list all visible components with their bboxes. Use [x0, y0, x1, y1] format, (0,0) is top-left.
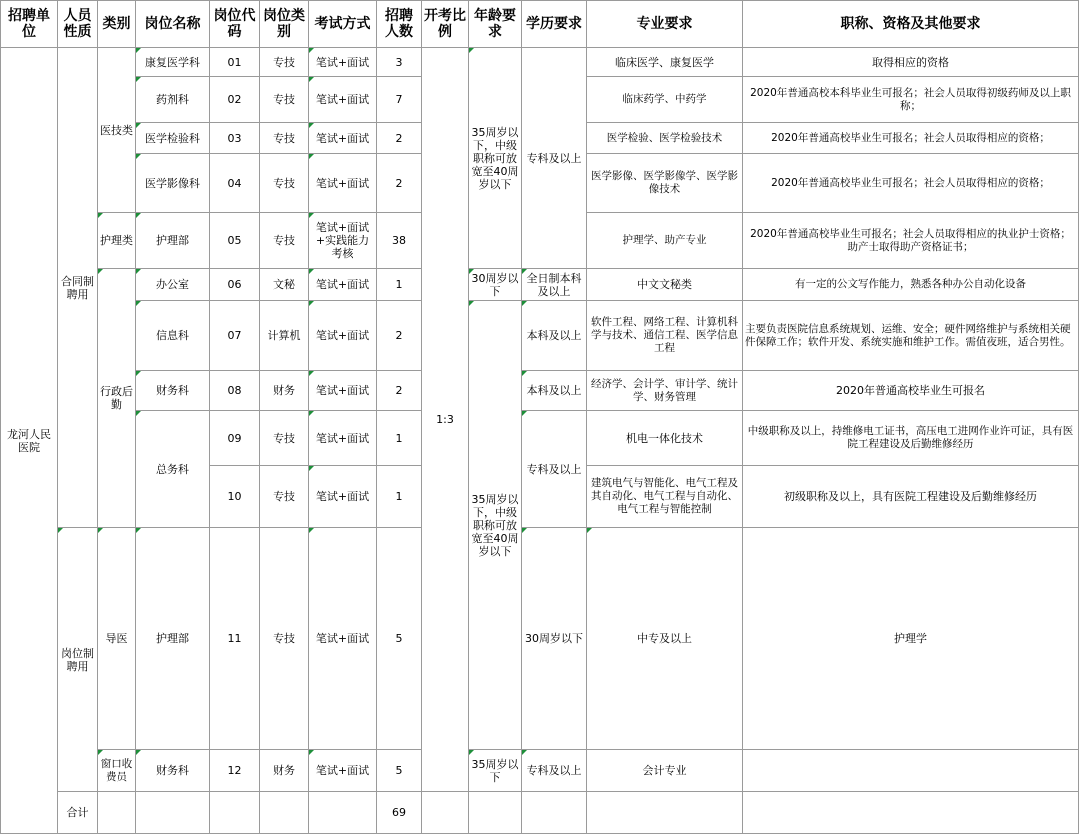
major-cell: 医学影像、医学影像学、医学影像技术: [587, 154, 743, 213]
header-ratio: 开考比例: [422, 1, 469, 48]
count-cell: 7: [377, 77, 422, 123]
edu-cell: 专科及以上: [522, 48, 587, 269]
total-count: 69: [377, 792, 422, 834]
count-cell: 2: [377, 371, 422, 411]
post-type-cell: 专技: [260, 528, 309, 750]
post-name-cell: 药剂科: [136, 77, 210, 123]
age-cell: 35周岁以下，中级职称可放宽至40周岁以下: [469, 48, 522, 269]
header-category: 类别: [98, 1, 136, 48]
count-cell: 2: [377, 123, 422, 154]
major-cell: 临床药学、中药学: [587, 77, 743, 123]
qual-cell: 2020年普通高校毕业生可报名；社会人员取得相应的资格；: [743, 123, 1079, 154]
ratio-cell: 1:3: [422, 48, 469, 792]
post-type-cell: 专技: [260, 466, 309, 528]
header-age: 年龄要求: [469, 1, 522, 48]
category-guide-cell: 导医: [98, 528, 136, 750]
empty-cell: [422, 792, 469, 834]
exam-cell: 笔试+面试: [309, 411, 377, 466]
count-cell: 1: [377, 411, 422, 466]
table-row: [1, 301, 1079, 371]
header-major: 专业要求: [587, 1, 743, 48]
header-qual: 职称、资格及其他要求: [743, 1, 1079, 48]
edu-cell: 专科及以上: [522, 411, 587, 528]
post-code-cell: 11: [210, 528, 260, 750]
header-post-code: 岗位代码: [210, 1, 260, 48]
count-cell: 1: [377, 466, 422, 528]
post-name-cell: 医学检验科: [136, 123, 210, 154]
post-name-cell: 护理部: [136, 528, 210, 750]
post-code-cell: 10: [210, 466, 260, 528]
total-row: [1, 792, 1079, 834]
edu-cell: 本科及以上: [522, 301, 587, 371]
empty-cell: [136, 792, 210, 834]
header-edu: 学历要求: [522, 1, 587, 48]
post-name-cell: 办公室: [136, 269, 210, 301]
header-unit: 招聘单位: [1, 1, 58, 48]
post-name-cell: 康复医学科: [136, 48, 210, 77]
post-code-cell: 05: [210, 213, 260, 269]
post-name-cell: 医学影像科: [136, 154, 210, 213]
post-type-cell: 专技: [260, 213, 309, 269]
qual-cell: 2020年普通高校毕业生可报名: [743, 371, 1079, 411]
edu-cell: 本科及以上: [522, 371, 587, 411]
post-name-cell: 信息科: [136, 301, 210, 371]
post-name-cell: 财务科: [136, 750, 210, 792]
post-code-cell: 06: [210, 269, 260, 301]
exam-cell: 笔试+面试: [309, 48, 377, 77]
post-code-cell: 09: [210, 411, 260, 466]
empty-cell: [522, 792, 587, 834]
exam-cell: 笔试+面试+实践能力考核: [309, 213, 377, 269]
qual-cell: 主要负责医院信息系统规划、运维、安全；硬件网络维护与系统相关硬件保障工作；软件开发、系统实施和维护工作。需值夜班，适合男性。: [743, 301, 1079, 371]
empty-cell: [309, 792, 377, 834]
empty-cell: [587, 792, 743, 834]
exam-cell: 笔试+面试: [309, 77, 377, 123]
post-code-cell: 01: [210, 48, 260, 77]
qual-cell: 有一定的公文写作能力，熟悉各种办公自动化设备: [743, 269, 1079, 301]
category-window-cell: 窗口收费员: [98, 750, 136, 792]
exam-cell: 笔试+面试: [309, 269, 377, 301]
unit-cell: 龙河人民医院: [1, 48, 58, 834]
age-cell: 35周岁以下，中级职称可放宽至40周岁以下: [469, 301, 522, 750]
post-code-cell: 12: [210, 750, 260, 792]
post-name-cell: 财务科: [136, 371, 210, 411]
post-type-cell: 专技: [260, 77, 309, 123]
count-cell: 38: [377, 213, 422, 269]
major-cell: 中文文秘类: [587, 269, 743, 301]
category-medtech-cell: 医技类: [98, 48, 136, 213]
exam-cell: 笔试+面试: [309, 154, 377, 213]
age-cell: 30周岁以下: [522, 528, 587, 750]
major-cell: 经济学、会计学、审计学、统计学、财务管理: [587, 371, 743, 411]
major-cell: 医学检验、医学检验技术: [587, 123, 743, 154]
count-cell: 5: [377, 750, 422, 792]
count-cell: 1: [377, 269, 422, 301]
age-cell: 30周岁以下: [469, 269, 522, 301]
category-nursing-cell: 护理类: [98, 213, 136, 269]
post-type-cell: 专技: [260, 411, 309, 466]
count-cell: 2: [377, 154, 422, 213]
table-row: [1, 371, 1079, 411]
major-cell: 机电一体化技术: [587, 411, 743, 466]
exam-cell: 笔试+面试: [309, 123, 377, 154]
post-code-cell: 08: [210, 371, 260, 411]
qual-cell: 中级职称及以上，持维修电工证书，高压电工进网作业许可证，具有医院工程建设及后勤维修经历: [743, 411, 1079, 466]
post-code-cell: 04: [210, 154, 260, 213]
edu-cell: 专科及以上: [522, 750, 587, 792]
empty-cell: [260, 792, 309, 834]
table-row: [1, 750, 1079, 792]
qual-cell: 2020年普通高校本科毕业生可报名；社会人员取得初级药师及以上职称；: [743, 77, 1079, 123]
exam-cell: 笔试+面试: [309, 528, 377, 750]
post-type-cell: 财务: [260, 371, 309, 411]
category-admin-cell: 行政后勤: [98, 269, 136, 528]
empty-cell: [743, 792, 1079, 834]
nature-contract-cell: 合同制聘用: [58, 48, 98, 528]
major-cell: 临床医学、康复医学: [587, 48, 743, 77]
header-post-type: 岗位类别: [260, 1, 309, 48]
exam-cell: 笔试+面试: [309, 301, 377, 371]
major-cell: 建筑电气与智能化、电气工程及其自动化、电气工程与自动化、电气工程与智能控制: [587, 466, 743, 528]
major-cell: 会计专业: [587, 750, 743, 792]
count-cell: 2: [377, 301, 422, 371]
nature-post-cell: 岗位制聘用: [58, 528, 98, 792]
header-post-name: 岗位名称: [136, 1, 210, 48]
header-exam: 考试方式: [309, 1, 377, 48]
empty-cell: [98, 792, 136, 834]
total-label: 合计: [58, 792, 98, 834]
major-cell: 护理学: [743, 528, 1079, 750]
table-row: [1, 411, 1079, 466]
exam-cell: 笔试+面试: [309, 750, 377, 792]
post-name-cell: 护理部: [136, 213, 210, 269]
table-row: [1, 48, 1079, 77]
table-row: [1, 269, 1079, 301]
exam-cell: 笔试+面试: [309, 371, 377, 411]
post-code-cell: 03: [210, 123, 260, 154]
post-type-cell: 专技: [260, 154, 309, 213]
header-row: [1, 1, 1079, 48]
age-cell: 35周岁以下: [469, 750, 522, 792]
post-type-cell: 计算机: [260, 301, 309, 371]
qual-cell: 2020年普通高校毕业生可报名；社会人员取得相应的执业护士资格；助产士取得助产资格证书；: [743, 213, 1079, 269]
count-cell: 3: [377, 48, 422, 77]
qual-cell: 2020年普通高校毕业生可报名；社会人员取得相应的资格；: [743, 154, 1079, 213]
major-cell: 护理学、助产专业: [587, 213, 743, 269]
post-code-cell: 02: [210, 77, 260, 123]
post-name-cell: 总务科: [136, 411, 210, 528]
edu-cell: 全日制本科及以上: [522, 269, 587, 301]
header-nature: 人员性质: [58, 1, 98, 48]
qual-cell: 初级职称及以上，具有医院工程建设及后勤维修经历: [743, 466, 1079, 528]
exam-cell: 笔试+面试: [309, 466, 377, 528]
qual-cell: [743, 750, 1079, 792]
major-cell: 软件工程、网络工程、计算机科学与技术、通信工程、医学信息工程: [587, 301, 743, 371]
count-cell: 5: [377, 528, 422, 750]
post-type-cell: 财务: [260, 750, 309, 792]
header-count: 招聘人数: [377, 1, 422, 48]
empty-cell: [210, 792, 260, 834]
post-type-cell: 专技: [260, 48, 309, 77]
post-code-cell: 07: [210, 301, 260, 371]
edu-cell: 中专及以上: [587, 528, 743, 750]
empty-cell: [469, 792, 522, 834]
post-type-cell: 文秘: [260, 269, 309, 301]
table-row: [1, 528, 1079, 750]
qual-cell: 取得相应的资格: [743, 48, 1079, 77]
post-type-cell: 专技: [260, 123, 309, 154]
